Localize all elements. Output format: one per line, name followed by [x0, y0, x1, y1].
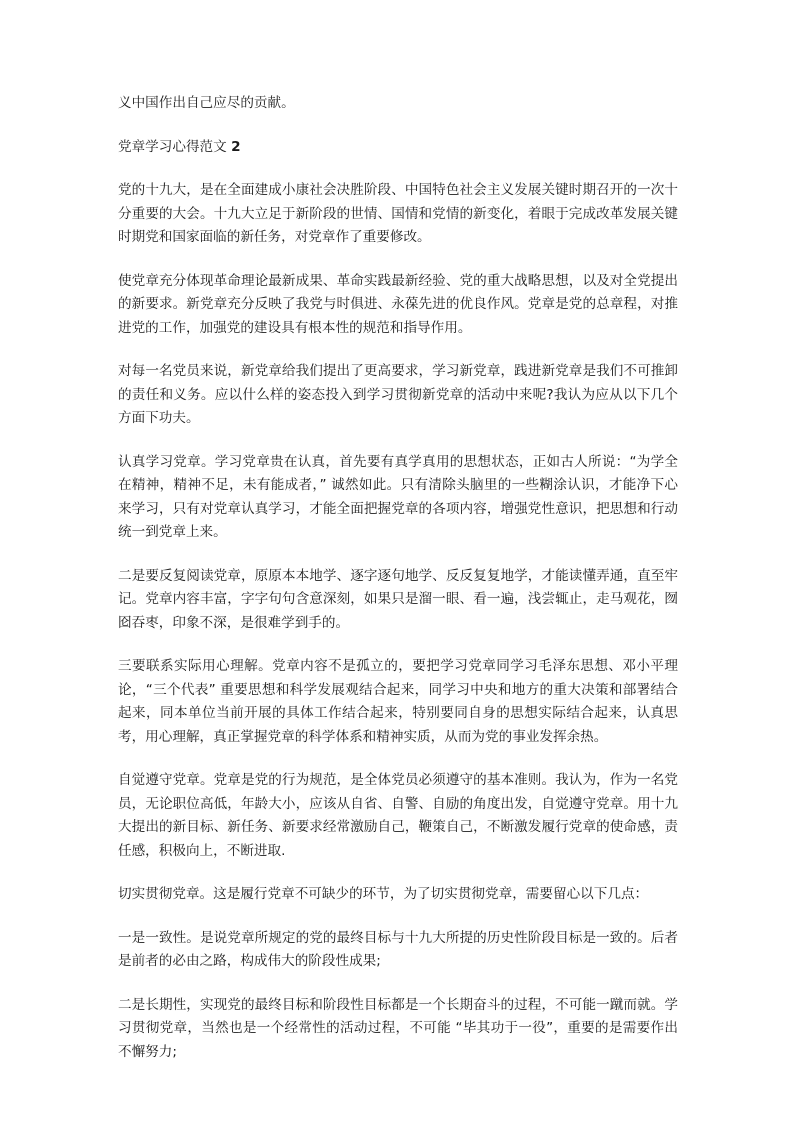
body-paragraph: 切实贯彻党章。这是履行党章不可缺少的环节，为了切实贯彻党章，需要留心以下几点：	[118, 886, 649, 902]
body-paragraph: 认真学习党章。学习党章贵在认真，首先要有真学真用的思想状态，正如古人所说：“为学全在精神，精神不足，未有能成者，” 诚然如此。只有清除头脑里的一些糊涂认识，才能净下心来学习，只有对党章认真学习，才能全面把握党章的各项内容，增强党性意识，把思想和行动统一到党章上来。	[118, 453, 678, 540]
body-paragraph: 三要联系实际用心理解。党章内容不是孤立的，要把学习党章同学习毛泽东思想、邓小平理论，“三个代表” 重要思想和科学发展观结合起来，同学习中央和地方的重大决策和部署结合起来，同本单位当前开展的具体工作结合起来，特别要同自身的思想实际结合起来，认真思考，用心理解，真正掌握党章的科学体系和精神实质，从而为党的事业发挥余热。	[118, 658, 678, 745]
body-paragraph: 自觉遵守党章。党章是党的行为规范，是全体党员必须遵守的基本准则。我认为，作为一名党员，无论职位高低，年龄大小，应该从自省、自警、自励的角度出发，自觉遵守党章。用十九大提出的新目标、新任务、新要求经常激励自己，鞭策自己，不断激发履行党章的使命感，责任感，积极向上，不断进取.	[118, 772, 678, 859]
section-heading-number: 2	[231, 138, 241, 155]
intro-tail-paragraph: 义中国作出自己应尽的贡献。	[118, 95, 295, 111]
body-paragraph: 对每一名党员来说，新党章给我们提出了更高要求，学习新党章，践进新党章是我们不可推卸的责任和义务。应以什么样的姿态投入到学习贯彻新党章的活动中来呢?我认为应从以下几个方面下功夫。	[118, 363, 678, 426]
body-paragraph: 党的十九大，是在全面建成小康社会决胜阶段、中国特色社会主义发展关键时期召开的一次十分重要的大会。十九大立足于新阶段的世情、国情和党情的新变化，着眼于完成改革发展关键时期党和国家面临的新任务，对党章作了重要修改。	[118, 182, 678, 245]
section-heading	[118, 136, 678, 160]
body-paragraph: 二是长期性，实现党的最终目标和阶段性目标都是一个长期奋斗的过程，不可能一蹴而就。学习贯彻党章，当然也是一个经常性的活动过程，不可能 “毕其功于一役”，重要的是需要作出不懈努力;	[118, 996, 678, 1060]
body-paragraph: 二是要反复阅读党章，原原本本地学、逐字逐句地学、反反复复地学，才能读懂弄通，直至牢记。党章内容丰富，字字句句含意深刻，如果只是溜一眼、看一遍，浅尝辄止，走马观花，囫囵吞枣，印象不深，是很难学到手的。	[118, 567, 678, 631]
section-heading-text: 党章学习心得范文	[118, 138, 227, 155]
body-paragraph: 一是一致性。是说党章所规定的党的最终目标与十九大所提的历史性阶段目标是一致的。后者是前者的必由之路，构成伟大的阶段性成果;	[118, 929, 678, 969]
body-paragraph: 使党章充分体现革命理论最新成果、革命实践最新经验、党的重大战略思想，以及对全党提出的新要求。新党章充分反映了我党与时俱进、永葆先进的优良作风。党章是党的总章程，对推进党的工作，加强党的建设具有根本性的规范和指导作用。	[118, 272, 678, 336]
document-page	[118, 92, 678, 1084]
